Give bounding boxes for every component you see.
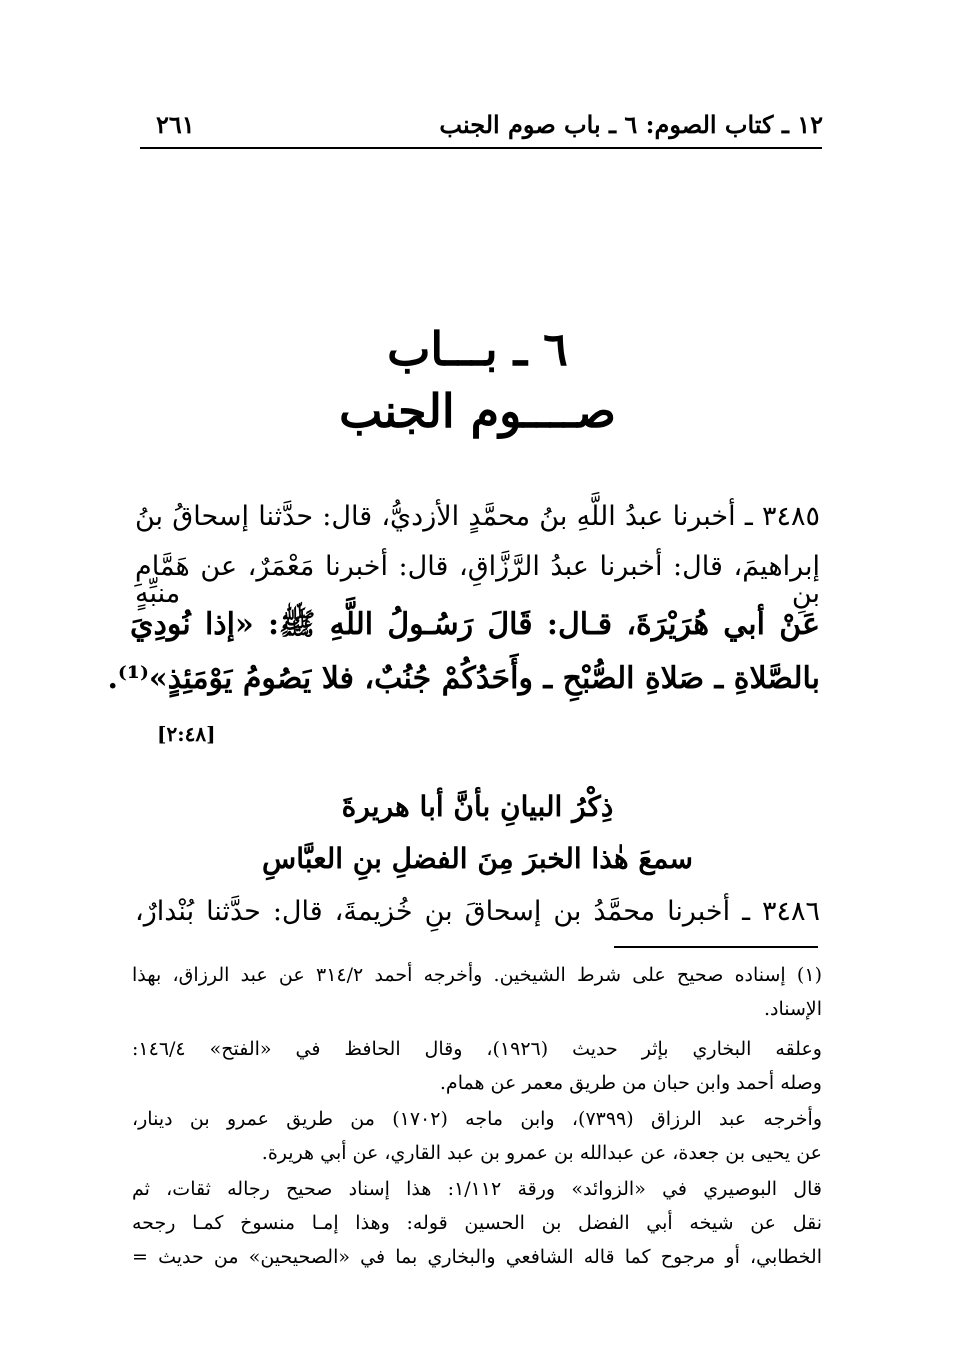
footnote-line: (١) إسناده صحيح على شرط الشيخين. وأخرجه أحمد ٣١٤/٢ عن عبد الرزاق، بهذا [132, 964, 822, 986]
hadith-3485-matn-line-1: عَنْ أبي هُرَيْرَةَ، قـال: قَالَ رَسُـولُ اللَّهِ ﷺ: «إذا نُودِيَ [130, 607, 820, 642]
footnote-line: عن يحيى بن جعدة، عن عبدالله بن عمرو بن عبد القاري، عن أبي هريرة. [261, 1142, 822, 1164]
hadith-3485-line-1: ٣٤٨٥ ـ أخبرنا عبدُ اللَّهِ بنُ محمَّدٍ الأزديُّ، قال: حدَّثنا إسحاقُ بنُ [135, 501, 820, 532]
hadith-3485-reference: [٢:٤٨] [157, 722, 216, 746]
running-header-chapter: ١٢ ـ كتاب الصوم: ٦ ـ باب صوم الجنب [439, 110, 823, 139]
footnote-line: قال البوصيري في «الزوائد» ورقة ١/١١٢: هذا إسناد صحيح رجاله ثقات، ثم [132, 1178, 822, 1200]
section-heading-line-1: ذِكْرُ البيانِ بأنَّ أبا هريرةَ [341, 790, 614, 823]
page-number: ٢٦١ [156, 110, 195, 139]
hadith-3485-matn-line-2: بالصَّلاةِ ـ صَلاةِ الصُّبْحِ ـ وأَحَدُكُمْ جُنُبٌ، فلا يَصُومُ يَوْمَئِذٍ»⁽¹⁾. [107, 661, 820, 696]
footnote-line: الإسناد. [763, 998, 822, 1020]
footnote-line: الخطابي، أو مرجوح كما قاله الشافعي والبخاري بما في «الصحيحين» من حديث = [132, 1246, 822, 1268]
header-rule [140, 147, 822, 149]
hadith-3485-line-2: إبراهيمَ، قال: أخبرنا عبدُ الرَّزَّاقِ، قال: أخبرنا مَعْمَرٌ، عن هَمَّامِ بنِ منبِّهٍ [135, 551, 820, 609]
section-heading-line-2: سمعَ هٰذا الخبرَ مِنَ الفضلِ بنِ العبَّاسِ [262, 842, 693, 875]
chapter-number: ٦ ـ بـــاب [387, 322, 568, 376]
hadith-3486-line-1: ٣٤٨٦ ـ أخبرنا محمَّدُ بن إسحاقَ بنِ خُزيمةَ، قال: حدَّثنا بُنْدارٌ، [135, 896, 820, 927]
footnote-line: وصله أحمد وابن حبان من طريق معمر عن همام. [439, 1072, 822, 1094]
chapter-title: صــــوم الجنب [339, 384, 616, 438]
footnote-line: وعلقه البخاري بإثر حديث (١٩٢٦)، وقال الحافظ في «الفتح» ١٤٦/٤: [132, 1038, 822, 1060]
footnote-line: وأخرجه عبد الرزاق (٧٣٩٩)، وابن ماجه (١٧٠٢) من طريق عمرو بن دينار، [132, 1108, 822, 1130]
footnote-line: نقل عن شيخه أبي الفضل بن الحسين قوله: وهذا إمـا منسوخ كمـا رجحه [132, 1212, 822, 1234]
footnote-separator [614, 946, 818, 948]
